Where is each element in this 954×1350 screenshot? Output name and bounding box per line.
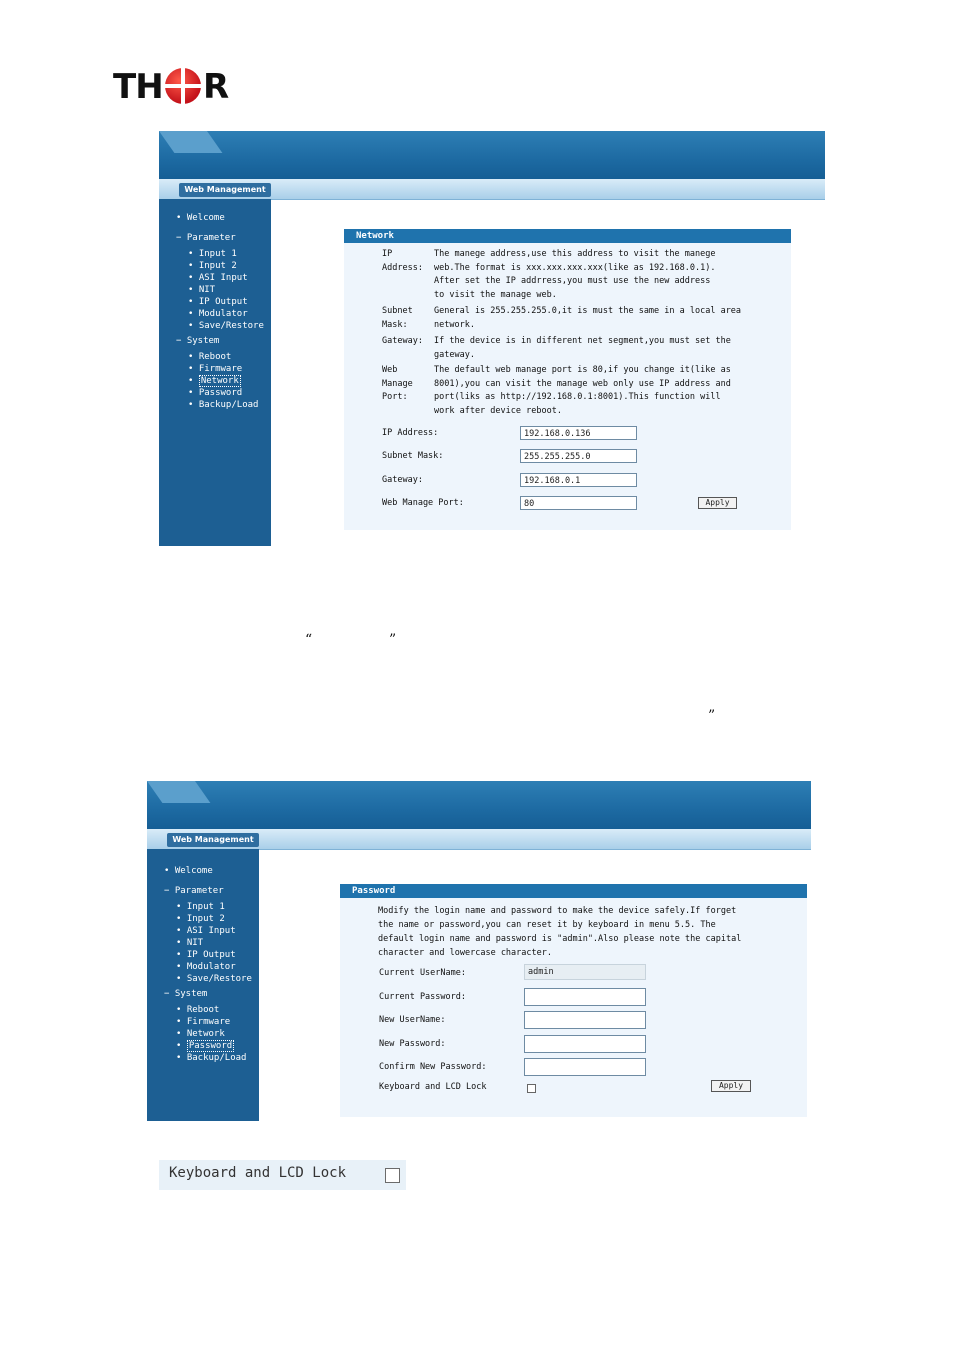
bullet-icon: • (188, 273, 194, 283)
help-label: Gateway: (382, 336, 423, 346)
web-management-tab[interactable]: Web Management (167, 833, 259, 847)
sidebar-item[interactable] (188, 388, 242, 399)
quote-close-2: ” (708, 708, 716, 724)
password-panel (340, 884, 807, 1117)
intro-text: default login name and password is "admin".Also please note the capital (378, 934, 742, 944)
field-label: Current Password: (379, 992, 466, 1002)
logo-text-right: R (203, 67, 229, 107)
help-text: port(liks as http://192.168.0.1:8001).This function will (434, 392, 721, 403)
sidebar-item-label: Network (186, 1029, 225, 1039)
field-label: Gateway: (382, 475, 423, 485)
sidebar-item[interactable] (176, 1041, 234, 1052)
network-screenshot (159, 131, 825, 546)
field-input[interactable]: 80 (520, 496, 637, 510)
sidebar-item-label: ASI Input (186, 926, 236, 936)
sidebar-item-label: Input 1 (198, 249, 237, 259)
sidebar-item[interactable] (188, 352, 231, 363)
bullet-icon: • (188, 400, 194, 410)
bullet-icon: • (188, 321, 194, 331)
bullet-icon: • (176, 962, 182, 972)
sidebar-item-label: Input 2 (186, 914, 225, 924)
bullet-icon: • (188, 352, 194, 362)
field-input[interactable] (524, 1058, 646, 1076)
bullet-icon: • (176, 914, 182, 924)
quote-close: ” (389, 632, 397, 648)
sidebar-item-label: Modulator (198, 309, 248, 319)
help-text: to visit the manage web. (434, 289, 557, 300)
help-text: work after device reboot. (434, 405, 562, 416)
bullet-icon: • (176, 213, 182, 223)
sidebar-item-label: Reboot (186, 1005, 220, 1015)
sidebar-item[interactable] (176, 974, 252, 985)
help-text: If the device is in different net segment,you must set the (434, 336, 731, 346)
help-label: Subnet (382, 306, 413, 316)
bullet-icon: • (188, 285, 194, 295)
bullet-icon: • (188, 388, 194, 398)
field-label: Web Manage Port: (382, 498, 464, 508)
intro-text: Modify the login name and password to make the device safely.If forget (378, 906, 737, 916)
lock-label: Keyboard and LCD Lock (379, 1082, 487, 1092)
help-text: After set the IP addrress,you must use the new address (434, 276, 711, 287)
bullet-icon: • (188, 309, 194, 319)
bullet-icon: • (176, 1029, 182, 1039)
sidebar-item-label: System (174, 989, 208, 999)
web-management-tab[interactable]: Web Management (179, 183, 271, 197)
sidebar-item-label: Password (188, 1041, 233, 1051)
intro-text: character and lowercase character. (378, 948, 552, 958)
help-text: web.The format is xxx.xxx.xxx.xxx(like as 192.168.0.1). (434, 262, 716, 273)
sidebar-item-label: Backup/Load (198, 400, 259, 410)
panel-title: Network (344, 229, 791, 243)
help-label: Mask: (382, 319, 408, 330)
field-label: Current UserName: (379, 968, 466, 978)
sidebar-item-label: Modulator (186, 962, 236, 972)
bullet-icon: • (176, 938, 182, 948)
sidebar-item[interactable] (176, 902, 225, 913)
apply-button[interactable]: Apply (698, 497, 737, 509)
lock-zoom (159, 1160, 406, 1190)
sidebar-item[interactable] (188, 297, 248, 308)
help-text: gateway. (434, 349, 475, 360)
bullet-icon: − (164, 886, 170, 896)
help-text: The default web manage port is 80,if you change it(like as (434, 365, 731, 375)
field-input[interactable] (524, 1011, 646, 1029)
sidebar-item-label: Firmware (186, 1017, 231, 1027)
sidebar-item[interactable] (176, 1053, 246, 1064)
lock-zoom-checkbox[interactable] (385, 1168, 400, 1183)
help-label: Port: (382, 392, 408, 403)
bullet-icon: • (176, 950, 182, 960)
sidebar (147, 849, 259, 1121)
apply-button[interactable]: Apply (711, 1080, 751, 1092)
sidebar-item-label: ASI Input (198, 273, 248, 283)
banner (147, 781, 811, 829)
bullet-icon: • (176, 974, 182, 984)
field-input[interactable] (524, 1035, 646, 1053)
sidebar-item[interactable] (164, 989, 207, 1000)
banner (159, 131, 825, 179)
bullet-icon: • (176, 1053, 182, 1063)
sidebar-item-label: Save/Restore (198, 321, 264, 331)
sidebar-item[interactable] (188, 376, 241, 387)
lock-zoom-label: Keyboard and LCD Lock (169, 1165, 347, 1181)
help-label: IP (382, 249, 393, 259)
sidebar-item-label: System (186, 336, 220, 346)
bullet-icon: • (176, 1017, 182, 1027)
sidebar-item-label: IP Output (198, 297, 248, 307)
sidebar-item-label: IP Output (186, 950, 236, 960)
sidebar-item-label: Password (198, 388, 243, 398)
sidebar-item-label: Save/Restore (186, 974, 252, 984)
logo-text-left: TH (113, 67, 163, 107)
bullet-icon: • (176, 1041, 182, 1051)
field-input[interactable]: 192.168.0.136 (520, 426, 637, 440)
help-text: 8001),you can visit the manage web only use IP address and (434, 378, 731, 389)
field-label: Confirm New Password: (379, 1062, 487, 1072)
sidebar-item-label: Reboot (198, 352, 232, 362)
sidebar-item[interactable] (188, 261, 237, 272)
bullet-icon: • (188, 364, 194, 374)
sidebar-item[interactable] (188, 285, 215, 296)
bullet-icon: • (188, 297, 194, 307)
sidebar-item-label: Parameter (186, 233, 236, 243)
bullet-icon: − (164, 989, 170, 999)
network-panel (344, 229, 791, 530)
sidebar-item-label: Network (200, 376, 239, 386)
help-label: Address: (382, 262, 423, 273)
sidebar-item-label: Input 1 (186, 902, 225, 912)
sidebar-item[interactable] (188, 273, 248, 284)
field-label: New Password: (379, 1039, 446, 1049)
sidebar-item[interactable] (176, 336, 219, 347)
sidebar-item[interactable] (176, 962, 236, 973)
sidebar-item-label: Welcome (186, 213, 225, 223)
sidebar-item[interactable] (176, 1029, 225, 1040)
sidebar-item-label: NIT (186, 938, 204, 948)
field-label: Subnet Mask: (382, 451, 444, 461)
intro-text: the name or password,you can reset it by keyboard in menu 5.5. The (378, 920, 716, 930)
sidebar-item[interactable] (176, 926, 236, 937)
sidebar-item-label: Firmware (198, 364, 243, 374)
sidebar (159, 199, 271, 546)
sidebar-item-label: Backup/Load (186, 1053, 247, 1063)
sidebar-item[interactable] (188, 249, 237, 260)
sidebar-item[interactable] (164, 886, 224, 897)
username-display: admin (524, 964, 646, 980)
bullet-icon: • (164, 866, 170, 876)
sidebar-item-label: NIT (198, 285, 216, 295)
bullet-icon: • (176, 1005, 182, 1015)
field-label: IP Address: (382, 428, 439, 438)
bullet-icon: − (176, 336, 182, 346)
help-text: General is 255.255.255.0,it is must the same in a local area (434, 306, 742, 316)
sidebar-item[interactable] (188, 364, 242, 375)
globe-icon (165, 68, 201, 104)
help-label: Manage (382, 378, 413, 389)
panel-title: Password (340, 884, 807, 898)
sidebar-item[interactable] (164, 866, 213, 877)
sidebar-item[interactable] (176, 914, 225, 925)
thor-logo (113, 66, 233, 108)
help-text: network. (434, 319, 475, 330)
lock-checkbox[interactable] (527, 1084, 536, 1093)
sidebar-item[interactable] (176, 1005, 219, 1016)
sidebar-item[interactable] (176, 1017, 230, 1028)
field-input[interactable]: 192.168.0.1 (520, 473, 637, 487)
bullet-icon: • (176, 926, 182, 936)
field-input[interactable] (524, 988, 646, 1006)
bullet-icon: • (188, 249, 194, 259)
bullet-icon: • (188, 261, 194, 271)
bullet-icon: • (188, 376, 194, 386)
field-label: New UserName: (379, 1015, 446, 1025)
sidebar-item[interactable] (176, 233, 236, 244)
bullet-icon: − (176, 233, 182, 243)
help-label: Web (382, 365, 398, 375)
help-text: The manege address,use this address to visit the manege (434, 249, 716, 259)
sidebar-item[interactable] (188, 400, 258, 411)
quote-open: “ (305, 632, 313, 648)
sidebar-item[interactable] (188, 321, 264, 332)
sidebar-item-label: Welcome (174, 866, 213, 876)
bullet-icon: • (176, 902, 182, 912)
field-input[interactable]: 255.255.255.0 (520, 449, 637, 463)
sidebar-item[interactable] (176, 938, 203, 949)
sidebar-item[interactable] (188, 309, 248, 320)
sidebar-item-label: Input 2 (198, 261, 237, 271)
password-screenshot (147, 781, 811, 1121)
sidebar-item-label: Parameter (174, 886, 224, 896)
sidebar-item[interactable] (176, 950, 236, 961)
sidebar-item[interactable] (176, 213, 225, 224)
